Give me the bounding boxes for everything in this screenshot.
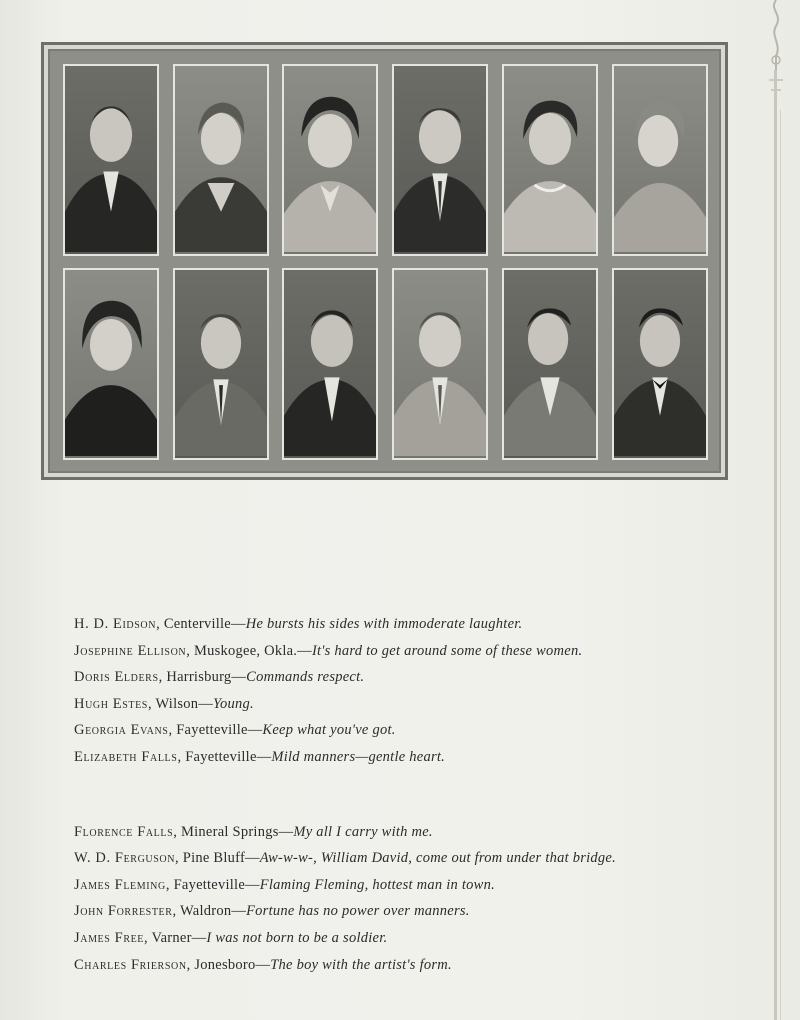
portrait-3 [282, 64, 378, 256]
portrait-6 [612, 64, 708, 256]
portrait-10 [392, 268, 488, 460]
portrait-2 [173, 64, 269, 256]
entry-elders: Doris Elders, Harrisburg—Commands respect. [74, 669, 365, 685]
entry-eidson: H. D. Eidson, Centerville—He bursts his sides with immoderate laughter. [74, 616, 523, 632]
entry-frierson: Charles Frierson, Jonesboro—The boy with the artist's form. [74, 957, 452, 973]
portrait-4 [392, 64, 488, 256]
entry-fleming: James Fleming, Fayetteville—Flaming Fleming, hottest man in town. [74, 877, 495, 893]
page-border-ornament [760, 0, 790, 1020]
portrait-8 [173, 268, 269, 460]
entry-ferguson: W. D. Ferguson, Pine Bluff—Aw-w-w-, William David, come out from under that bridge. [74, 850, 616, 866]
entry-forrester: John Forrester, Waldron—Fortune has no power over manners. [74, 903, 470, 919]
portrait-panel [41, 42, 728, 480]
entry-f-falls: Florence Falls, Mineral Springs—My all I carry with me. [74, 824, 433, 840]
entry-estes: Hugh Estes, Wilson—Young. [74, 696, 254, 712]
entry-evans: Georgia Evans, Fayetteville—Keep what you've got. [74, 722, 396, 738]
entry-free: James Free, Varner—I was not born to be a soldier. [74, 930, 388, 946]
portrait-11 [502, 268, 598, 460]
portrait-7 [63, 268, 159, 460]
portrait-5 [502, 64, 598, 256]
portrait-1 [63, 64, 159, 256]
entry-e-falls: Elizabeth Falls, Fayetteville—Mild manners—gentle heart. [74, 749, 446, 765]
entry-ellison: Josephine Ellison, Muskogee, Okla.—It's hard to get around some of these women. [74, 643, 583, 659]
portrait-12 [612, 268, 708, 460]
portrait-9 [282, 268, 378, 460]
